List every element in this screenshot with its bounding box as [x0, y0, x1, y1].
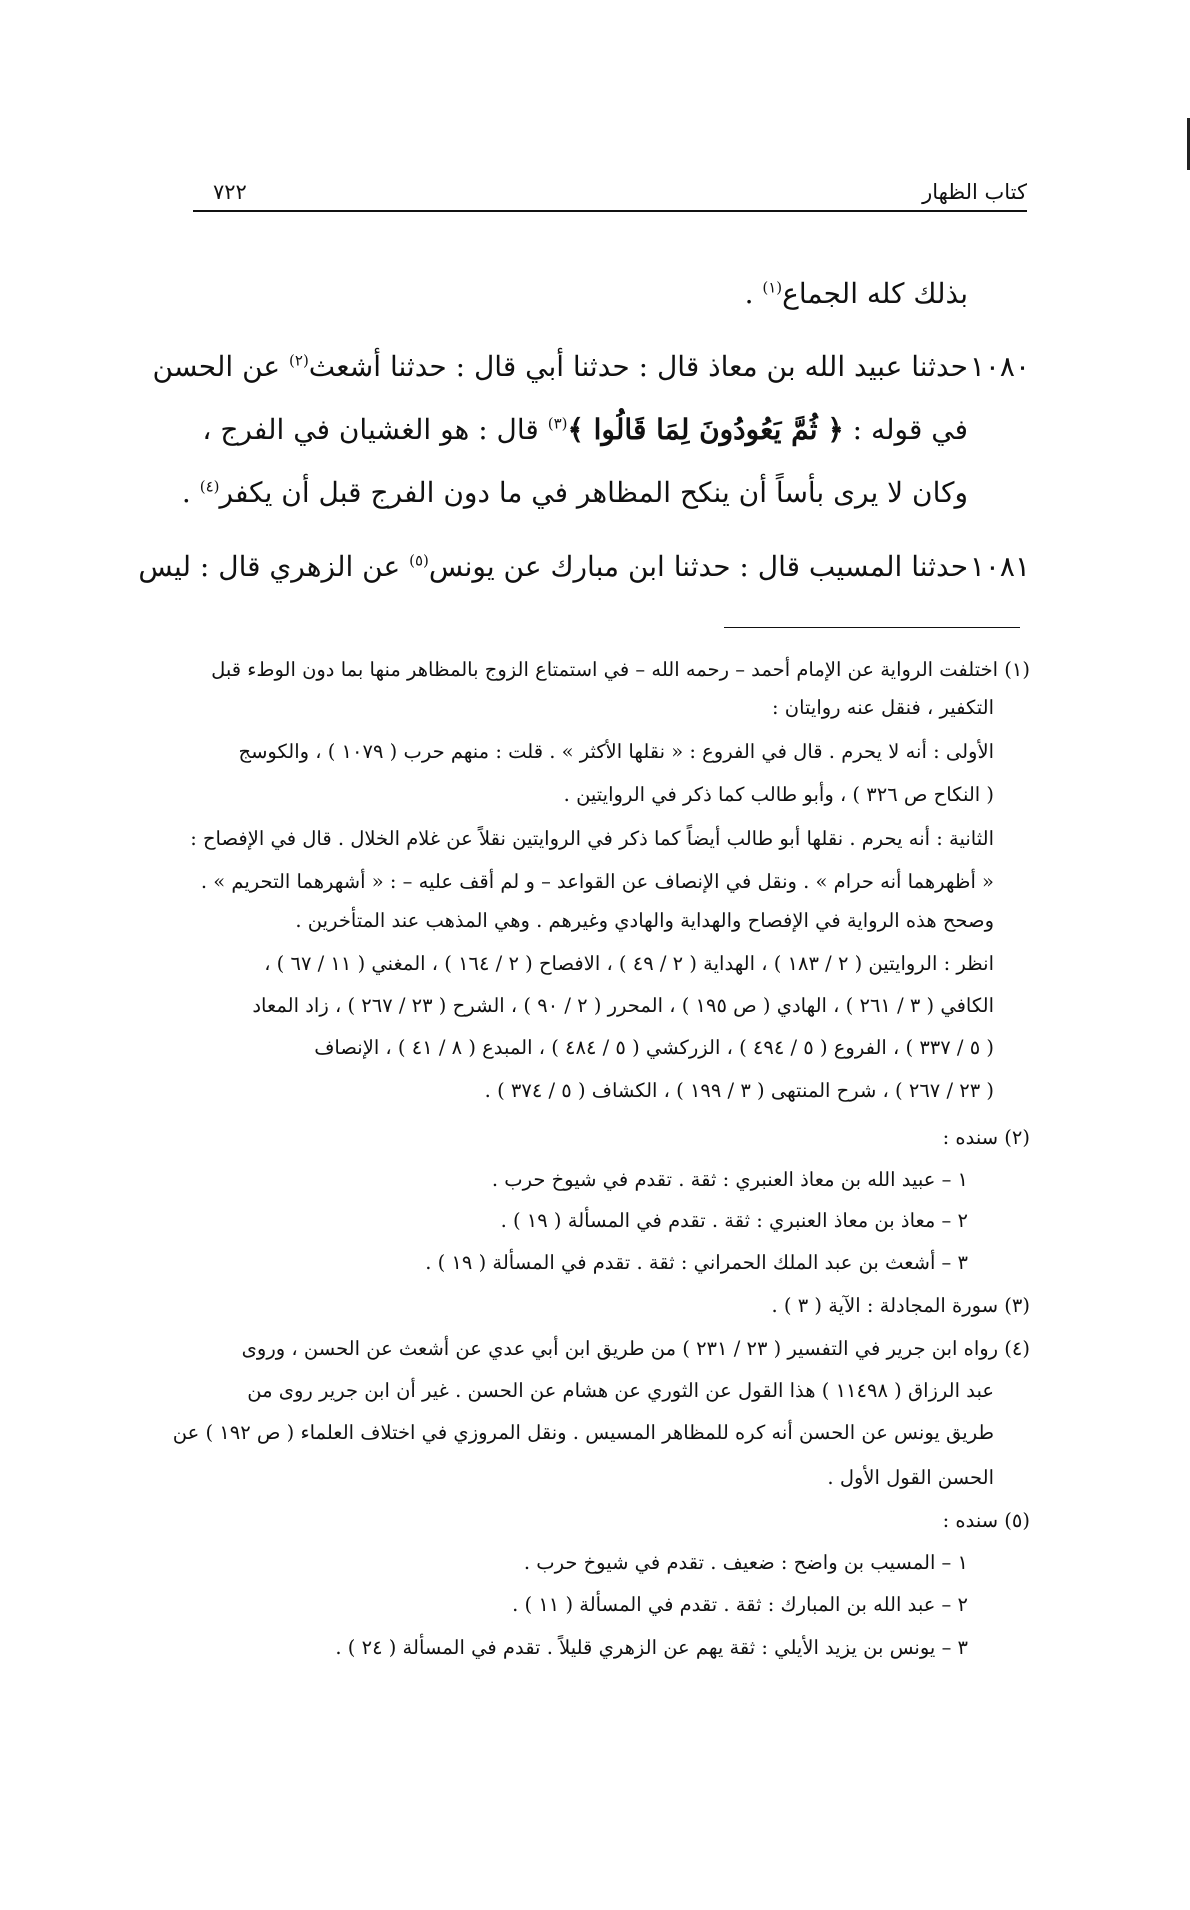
line-text: وكان لا يرى بأساً أن ينكح المظاهر في ما دون الفرج قبل أن يكفر: [219, 476, 968, 509]
footnote-line: (٣) سورة المجادلة : الآية ( ٣ ) .: [771, 1294, 1030, 1317]
entry-number: ١٠٨٠: [969, 350, 1030, 383]
footnote-ref: (٣): [547, 414, 568, 433]
main-line-continuation: [188, 272, 1030, 316]
footnote-line: (٥) سنده :: [942, 1509, 1030, 1532]
footnote-line: التكفير ، فنقل عنه روايتان :: [771, 696, 994, 719]
footnote-line: وصحح هذه الرواية في الإفصاح والهداية والهادي وغيرهم . وهي المذهب عند المتأخرين .: [295, 909, 994, 932]
footnote-line: الثانية : أنه يحرم . نقلها أبو طالب أيضاً كما ذكر في الروايتين نقلاً عن غلام الخلال . قال في الإفصاح :: [190, 827, 994, 850]
line-text-after: عن الحسن: [152, 350, 290, 383]
footnote-line: الحسن القول الأول .: [827, 1466, 994, 1489]
chapter-title: كتاب الظهار: [922, 180, 1027, 204]
footnote-line: (١) اختلفت الرواية عن الإمام أحمد – رحمه الله – في استمتاع الزوج بالمظاهر منها بما دون الوطء قبل: [211, 658, 1030, 681]
footnote-line: الأولى : أنه لا يحرم . قال في الفروع : « نقلها الأكثر » . قلت : منهم حرب ( ١٠٧٩ ) ، والكوسج: [238, 740, 994, 763]
footnote-line: ١ – عبيد الله بن معاذ العنبري : ثقة . تقدم في شيوخ حرب .: [491, 1168, 968, 1191]
line-text: حدثنا المسيب قال : حدثنا ابن مبارك عن يونس: [428, 550, 968, 583]
footnote-line: ( النكاح ص ٣٢٦ ) ، وأبو طالب كما ذكر في الروايتين .: [563, 783, 994, 806]
footnote-ref: (١): [762, 278, 783, 297]
line-text: بذلك كله الجماع: [782, 277, 968, 310]
page-number: ٧٢٢: [213, 180, 247, 204]
footnote-line: الكافي ( ٣ / ٢٦١ ) ، الهادي ( ص ١٩٥ ) ، المحرر ( ٢ / ٩٠ ) ، الشرح ( ٢٣ / ٢٦٧ ) ، زاد المعاد: [252, 994, 994, 1017]
footnote-line: ( ٥ / ٣٣٧ ) ، الفروع ( ٥ / ٤٩٤ ) ، الزركشي ( ٥ / ٤٨٤ ) ، المبدع ( ٨ / ٤١ ) ، الإنصاف: [314, 1036, 994, 1059]
line-end: .: [181, 476, 200, 509]
footnote-ref: (٥): [409, 551, 429, 570]
footnote-line: ٣ – يونس بن يزيد الأيلي : ثقة يهم عن الزهري قليلاً . تقدم في المسألة ( ٢٤ ) .: [335, 1636, 968, 1659]
line-text-after: قال : هو الغشيان في الفرج ،: [202, 413, 548, 446]
line-text: في قوله :: [843, 413, 968, 446]
line-text-after: عن الزهري قال : ليس: [138, 550, 410, 583]
entry-1081-line-1: [138, 545, 1030, 589]
footnote-line: عبد الرزاق ( ١١٤٩٨ ) هذا القول عن الثوري عن هشام عن الحسن . غير أن ابن جرير روى من: [247, 1379, 994, 1402]
footnote-line: ٢ – معاذ بن معاذ العنبري : ثقة . تقدم في المسألة ( ١٩ ) .: [500, 1209, 968, 1232]
footnote-line: ٢ – عبد الله بن المبارك : ثقة . تقدم في المسألة ( ١١ ) .: [512, 1593, 968, 1616]
footnote-line: « أظهرهما أنه حرام » . ونقل في الإنصاف عن القواعد – و لم أقف عليه – : « أشهرهما التحريم » .: [200, 870, 994, 893]
footnote-separator: [724, 627, 1020, 628]
footnote-line: ٣ – أشعث بن عبد الملك الحمراني : ثقة . تقدم في المسألة ( ١٩ ) .: [425, 1251, 968, 1274]
footnote-ref: (٢): [289, 351, 309, 370]
entry-number: ١٠٨١: [969, 550, 1030, 583]
line-text: حدثنا عبيد الله بن معاذ قال : حدثنا أبي قال : حدثنا أشعث: [308, 350, 968, 383]
entry-1080-line-1: [152, 345, 1030, 389]
line-end: .: [744, 277, 763, 310]
entry-1080-line-2: [188, 408, 1030, 452]
footnote-line: ١ – المسيب بن واضح : ضعيف . تقدم في شيوخ حرب .: [523, 1551, 968, 1574]
footnote-ref: (٤): [199, 477, 220, 496]
footnote-line: (٤) رواه ابن جرير في التفسير ( ٢٣ / ٢٣١ ) من طريق ابن أبي عدي عن أشعث عن الحسن ، وروى: [241, 1337, 1030, 1360]
quran-verse: ﴿ ثُمَّ يَعُودُونَ لِمَا قَالُوا ﴾: [567, 413, 844, 446]
footnote-line: طريق يونس عن الحسن أنه كره للمظاهر المسيس . ونقل المروزي في اختلاف العلماء ( ص ١٩٢ ) عن: [172, 1421, 994, 1444]
page-header: [193, 176, 1027, 212]
footnote-line: (٢) سنده :: [942, 1126, 1030, 1149]
footnote-line: ( ٢٣ / ٢٦٧ ) ، شرح المنتهى ( ٣ / ١٩٩ ) ، الكشاف ( ٥ / ٣٧٤ ) .: [484, 1079, 994, 1102]
footnote-line: انظر : الروايتين ( ٢ / ١٨٣ ) ، الهداية ( ٢ / ٤٩ ) ، الافصاح ( ٢ / ١٦٤ ) ، المغني ( ١١ / ٦٧ ) ،: [264, 952, 994, 975]
entry-1080-line-3: [181, 471, 1030, 515]
